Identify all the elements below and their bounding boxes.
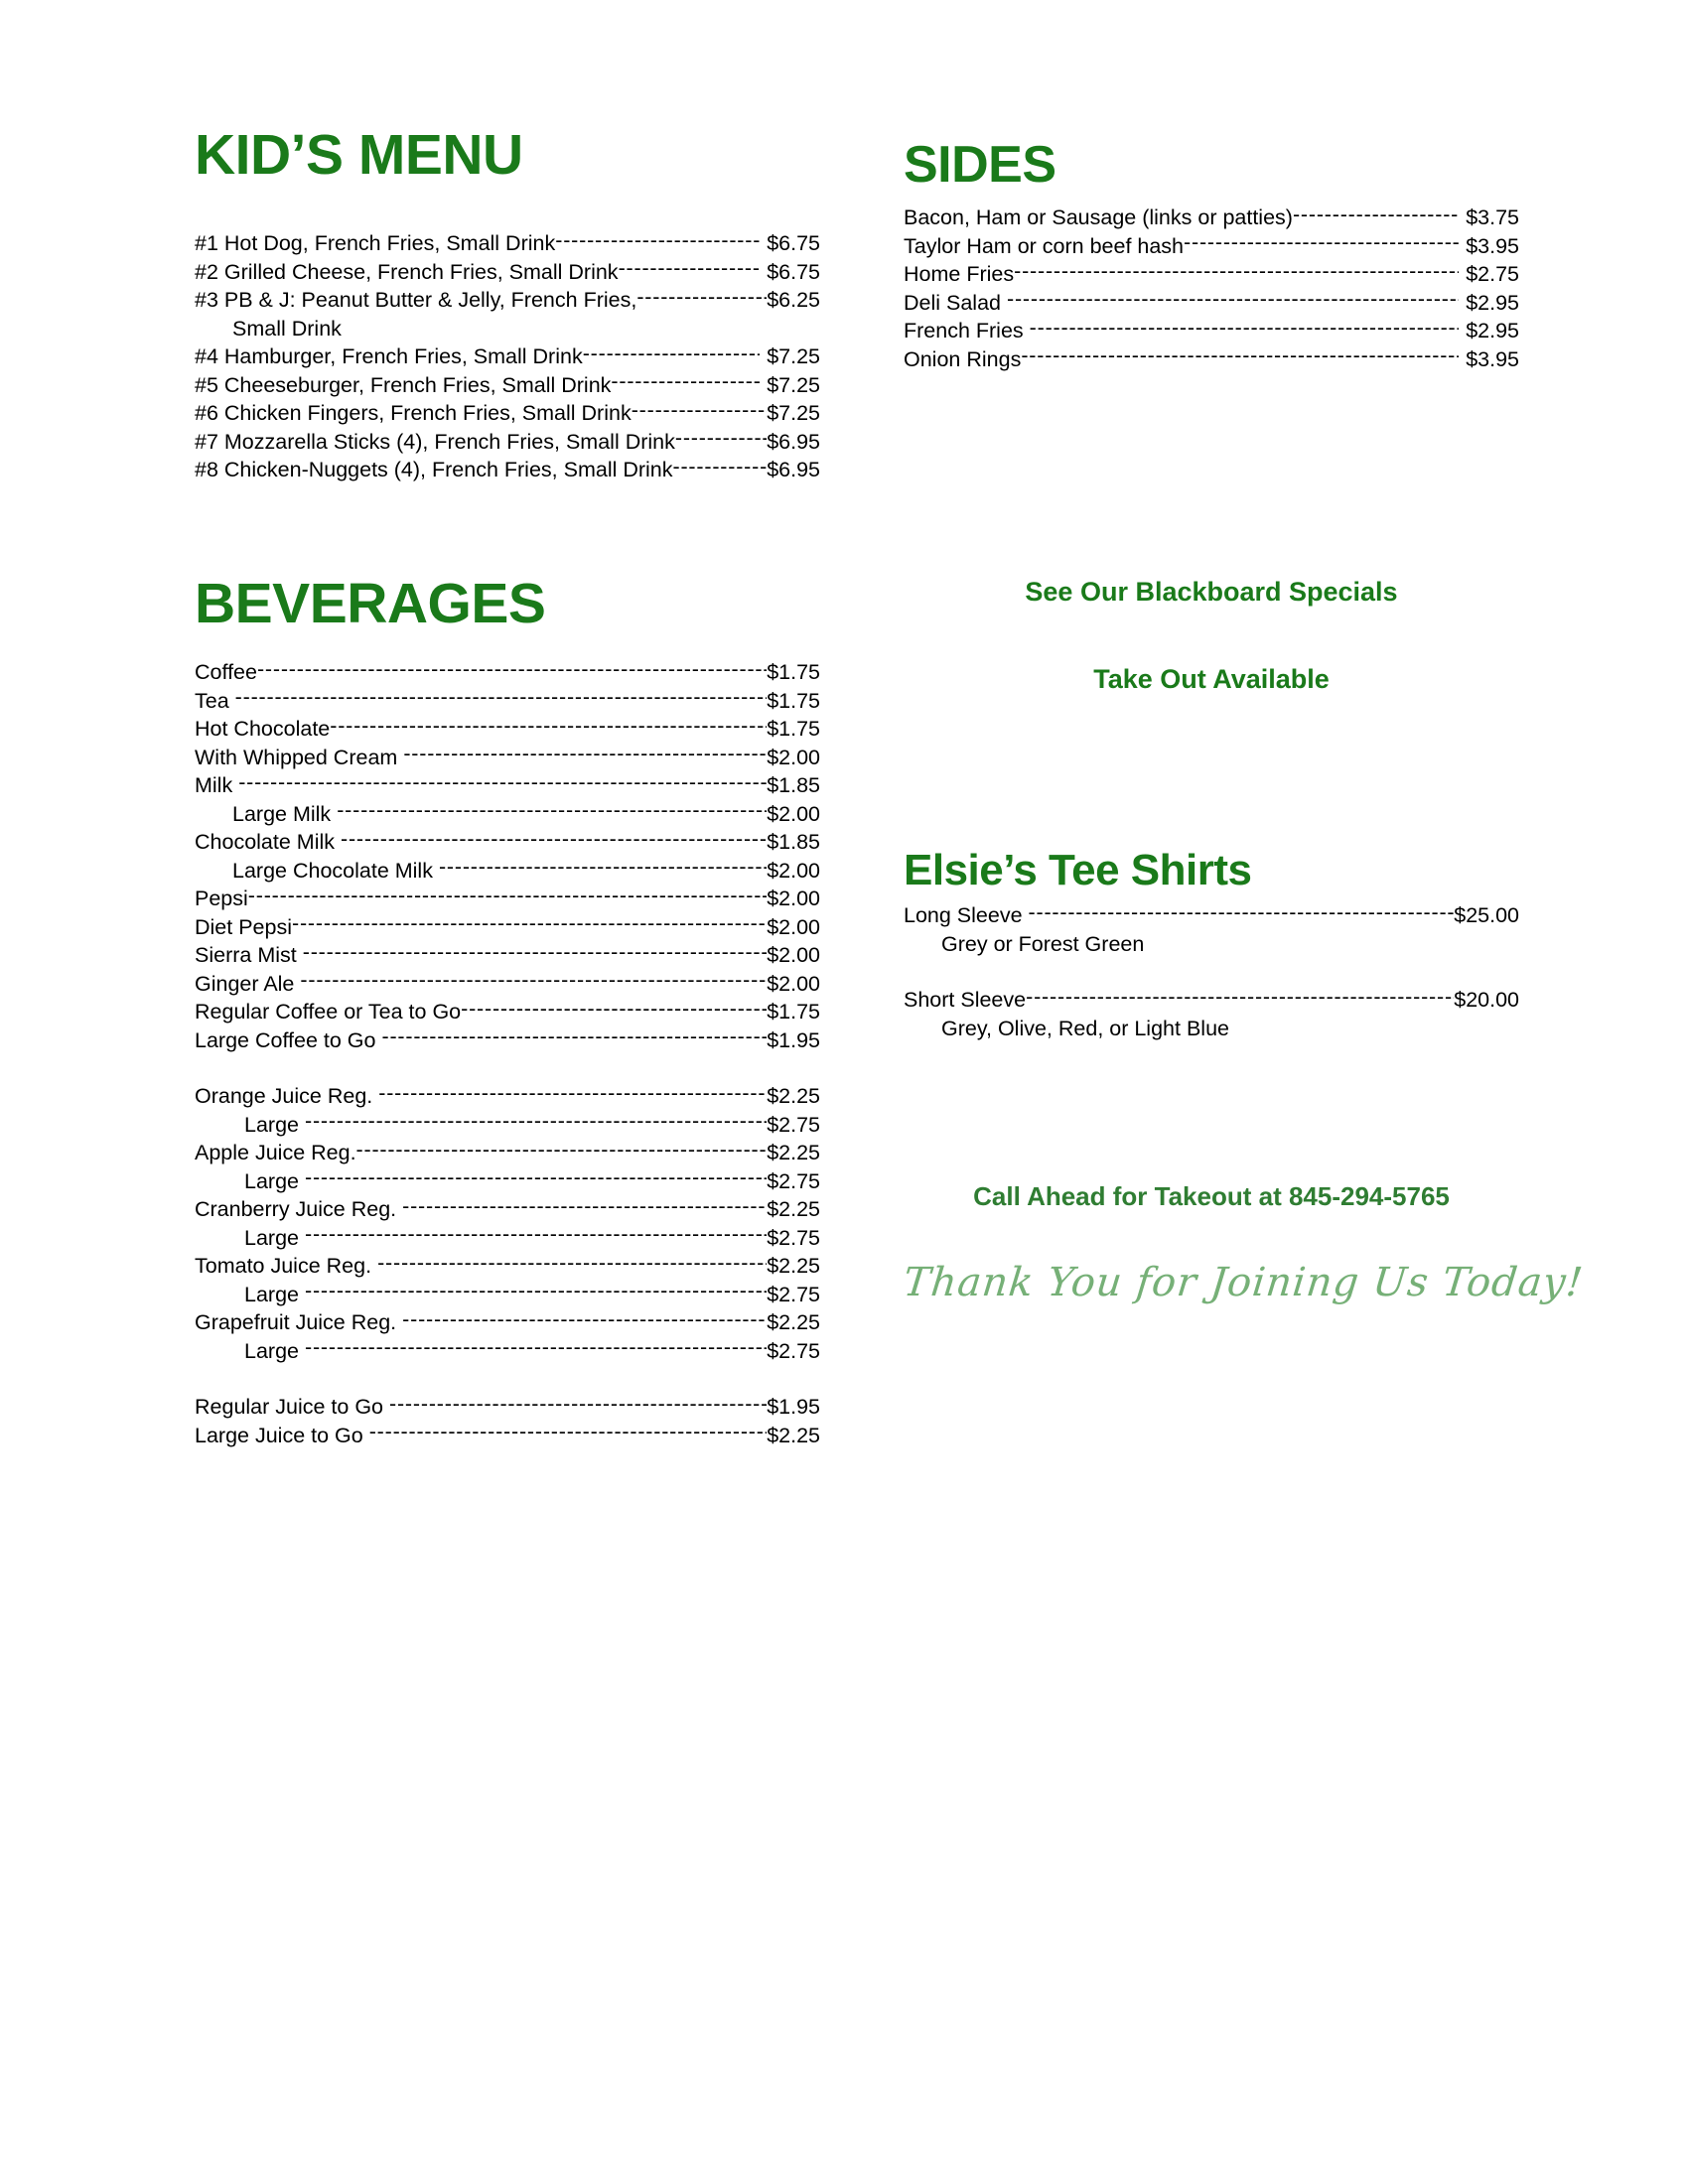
kids-menu-section xyxy=(195,123,820,484)
item-label: #4 Hamburger, French Fries, Small Drink xyxy=(195,344,583,368)
menu-item-row xyxy=(195,1111,820,1140)
dot-leader xyxy=(636,290,767,312)
dot-leader xyxy=(403,747,767,768)
item-price: $6.25 xyxy=(767,288,820,312)
menu-item-row xyxy=(195,456,820,484)
item-price: $2.00 xyxy=(767,943,820,967)
dot-leader xyxy=(341,832,767,854)
item-label: Milk xyxy=(195,773,233,797)
dot-leader xyxy=(1007,292,1459,314)
item-price: $2.00 xyxy=(767,858,820,883)
dot-leader xyxy=(611,374,760,396)
item-label: Large xyxy=(244,1225,299,1250)
list-spacer xyxy=(195,1054,820,1082)
item-label: Sierra Mist xyxy=(195,943,297,967)
dot-leader xyxy=(1030,321,1460,342)
item-price: $3.95 xyxy=(1466,346,1519,371)
menu-item-row xyxy=(195,371,820,400)
item-label: #1 Hot Dog, French Fries, Small Drink xyxy=(195,231,556,255)
item-price: $2.25 xyxy=(767,1141,820,1164)
item-label: Apple Juice Reg. xyxy=(195,1141,356,1164)
item-label: Large xyxy=(244,1282,299,1306)
dot-leader xyxy=(235,690,768,712)
item-price: $1.75 xyxy=(767,688,820,713)
dot-leader xyxy=(305,1114,767,1136)
dot-leader xyxy=(337,803,767,825)
dot-leader xyxy=(673,460,768,481)
menu-item-row xyxy=(904,345,1519,374)
item-price: $2.75 xyxy=(767,1282,820,1306)
item-price: $1.85 xyxy=(767,773,820,797)
dot-leader xyxy=(675,431,767,453)
item-price: $2.00 xyxy=(767,971,820,996)
item-label: Large Milk xyxy=(232,801,332,826)
menu-item-row xyxy=(195,342,820,371)
menu-item-row xyxy=(195,913,820,942)
menu-item-row xyxy=(195,771,820,800)
menu-item-row xyxy=(195,1195,820,1224)
menu-item-row xyxy=(195,1252,820,1281)
menu-item-row xyxy=(195,687,820,716)
menu-item-row xyxy=(195,1281,820,1309)
menu-item-row xyxy=(195,715,820,744)
item-label: Diet Pepsi xyxy=(195,914,292,939)
item-price: $2.25 xyxy=(767,1254,820,1278)
item-label: Tea xyxy=(195,688,229,713)
call-ahead-text: Call Ahead for Takeout at 845-294-5765 xyxy=(973,1181,1450,1211)
item-label: Grapefruit Juice Reg. xyxy=(195,1310,397,1334)
menu-item-row xyxy=(195,658,820,687)
item-price: $1.75 xyxy=(767,717,820,741)
menu-item-row xyxy=(195,970,820,999)
dot-leader xyxy=(238,775,767,797)
item-price: $2.75 xyxy=(767,1225,820,1250)
sides-list xyxy=(904,204,1519,373)
item-price: $2.75 xyxy=(1466,262,1519,286)
menu-item-row xyxy=(904,232,1519,261)
dot-leader xyxy=(555,233,760,255)
item-label: French Fries xyxy=(904,319,1024,342)
item-price: $7.25 xyxy=(767,401,820,425)
dot-leader xyxy=(439,860,767,882)
item-price: $6.95 xyxy=(767,458,820,481)
dot-leader xyxy=(1014,264,1459,286)
menu-item-row xyxy=(195,857,820,886)
item-price: $2.25 xyxy=(767,1084,820,1108)
menu-item-row xyxy=(904,260,1519,289)
item-price: $2.95 xyxy=(1466,290,1519,315)
item-label: Large xyxy=(244,1168,299,1193)
dot-leader xyxy=(257,662,767,684)
footer-section xyxy=(901,1181,1586,1305)
item-label: Pepsi xyxy=(195,887,248,910)
sides-section xyxy=(904,136,1519,373)
item-label: #7 Mozzarella Sticks (4), French Fries, Small Drink xyxy=(195,429,675,454)
dot-leader xyxy=(1026,990,1454,1012)
dot-leader xyxy=(292,916,767,938)
dot-leader xyxy=(377,1256,767,1278)
menu-item-row xyxy=(195,1224,820,1253)
thank-you-text: Thank You for Joining Us Today! xyxy=(901,1260,1586,1305)
menu-item-row xyxy=(195,286,820,315)
menu-item-row xyxy=(195,258,820,287)
menu-item-row xyxy=(904,901,1519,930)
item-label: Long Sleeve xyxy=(904,903,1023,927)
item-color-options: Grey or Forest Green xyxy=(941,931,1145,956)
tee-shirts-list xyxy=(904,901,1519,1042)
dot-leader xyxy=(305,1227,767,1249)
item-label: With Whipped Cream xyxy=(195,745,398,769)
dot-leader xyxy=(305,1170,767,1192)
item-label: Ginger Ale xyxy=(195,971,295,996)
item-label: Home Fries xyxy=(904,262,1015,286)
menu-item-row xyxy=(195,1167,820,1196)
dot-leader xyxy=(619,261,761,283)
dot-leader xyxy=(248,888,767,910)
notices-section xyxy=(904,576,1519,696)
item-price: $20.00 xyxy=(1454,988,1519,1012)
item-price: $25.00 xyxy=(1454,903,1519,927)
dot-leader xyxy=(1021,348,1459,370)
item-label: Large xyxy=(244,1112,299,1137)
item-price: $2.00 xyxy=(767,801,820,826)
item-label: Taylor Ham or corn beef hash xyxy=(904,233,1185,258)
list-spacer xyxy=(904,958,1519,986)
item-label: Large xyxy=(244,1338,299,1363)
menu-item-row xyxy=(195,828,820,857)
beverages-section xyxy=(195,572,820,1449)
item-label: #6 Chicken Fingers, French Fries, Small Drink xyxy=(195,401,632,425)
dot-leader xyxy=(402,1199,767,1221)
dot-leader xyxy=(305,1340,767,1362)
item-price: $7.25 xyxy=(767,372,820,397)
item-label: Hot Chocolate xyxy=(195,717,331,741)
item-price: $6.75 xyxy=(767,259,820,284)
dot-leader xyxy=(1293,207,1459,229)
dot-leader xyxy=(1184,235,1459,257)
menu-item-row xyxy=(195,941,820,970)
sides-title: SIDES xyxy=(904,136,1056,194)
item-price: $1.75 xyxy=(767,660,820,684)
menu-item-row xyxy=(195,1139,820,1167)
item-color-options: Grey, Olive, Red, or Light Blue xyxy=(941,1016,1229,1040)
item-price: $1.95 xyxy=(767,1395,820,1419)
item-price: $2.00 xyxy=(767,887,820,910)
item-label: Large Chocolate Milk xyxy=(232,858,433,883)
menu-item-row xyxy=(195,428,820,457)
item-price: $2.00 xyxy=(767,745,820,769)
menu-item-row xyxy=(195,399,820,428)
menu-item-row xyxy=(195,998,820,1026)
menu-item-row xyxy=(195,1337,820,1366)
beverages-title: BEVERAGES xyxy=(195,572,546,635)
menu-item-row xyxy=(904,289,1519,318)
item-price: $2.75 xyxy=(767,1338,820,1363)
menu-item-row xyxy=(904,204,1519,232)
dot-leader xyxy=(378,1086,767,1108)
menu-item-row xyxy=(195,800,820,829)
menu-item-row xyxy=(195,885,820,913)
item-label: Onion Rings xyxy=(904,346,1022,371)
item-label: Regular Juice to Go xyxy=(195,1395,384,1419)
list-spacer xyxy=(195,1365,820,1393)
menu-item-row xyxy=(195,1026,820,1055)
item-price: $6.95 xyxy=(767,429,820,454)
item-label: #3 PB & J: Peanut Butter & Jelly, French Fries, xyxy=(195,288,637,312)
item-continuation: Small Drink xyxy=(232,316,342,341)
item-price: $2.95 xyxy=(1466,319,1519,342)
item-price: $1.85 xyxy=(767,830,820,854)
item-price: $2.25 xyxy=(767,1310,820,1334)
item-price: $2.00 xyxy=(767,914,820,939)
menu-item-row xyxy=(904,986,1519,1015)
menu-item-row xyxy=(195,1308,820,1337)
take-out-notice: Take Out Available xyxy=(1093,664,1330,695)
item-price: $2.75 xyxy=(767,1112,820,1137)
dot-leader xyxy=(389,1397,767,1419)
item-label: Chocolate Milk xyxy=(195,830,335,854)
item-label: Orange Juice Reg. xyxy=(195,1084,373,1108)
dot-leader xyxy=(402,1312,767,1334)
dot-leader xyxy=(330,719,767,741)
item-label: Tomato Juice Reg. xyxy=(195,1254,372,1278)
item-price: $3.75 xyxy=(1466,205,1519,229)
item-price: $7.25 xyxy=(767,344,820,368)
item-price: $1.75 xyxy=(767,1000,820,1024)
item-label: Bacon, Ham or Sausage (links or patties) xyxy=(904,205,1293,229)
dot-leader xyxy=(303,945,767,967)
item-label: Large Juice to Go xyxy=(195,1423,363,1447)
tee-shirts-section xyxy=(904,846,1519,1042)
item-label: #8 Chicken-Nuggets (4), French Fries, Small Drink xyxy=(195,458,673,481)
menu-item-row xyxy=(195,744,820,772)
menu-item-row xyxy=(195,1422,820,1450)
dot-leader xyxy=(1029,905,1455,927)
item-price: $6.75 xyxy=(767,231,820,255)
item-label: #2 Grilled Cheese, French Fries, Small Drink xyxy=(195,259,619,284)
item-price: $2.25 xyxy=(767,1197,820,1221)
item-price: $1.95 xyxy=(767,1027,820,1052)
dot-leader xyxy=(300,973,767,995)
dot-leader xyxy=(583,346,760,368)
dot-leader xyxy=(632,403,767,425)
menu-item-row xyxy=(195,1393,820,1422)
item-price: $3.95 xyxy=(1466,233,1519,258)
menu-item-row xyxy=(195,229,820,258)
dot-leader xyxy=(369,1425,767,1446)
item-price: $2.25 xyxy=(767,1423,820,1447)
dot-leader xyxy=(461,1002,767,1024)
item-label: Cranberry Juice Reg. xyxy=(195,1197,397,1221)
menu-item-row xyxy=(195,1082,820,1111)
dot-leader xyxy=(356,1143,768,1164)
item-label: Deli Salad xyxy=(904,290,1001,315)
beverages-list xyxy=(195,658,820,1449)
kids-menu-title: KID’S MENU xyxy=(195,123,523,187)
item-label: Coffee xyxy=(195,660,257,684)
item-label: #5 Cheeseburger, French Fries, Small Drink xyxy=(195,372,612,397)
blackboard-specials-notice: See Our Blackboard Specials xyxy=(1025,577,1398,607)
dot-leader xyxy=(305,1284,767,1305)
tee-shirts-title: Elsie’s Tee Shirts xyxy=(904,846,1252,894)
item-price: $2.75 xyxy=(767,1168,820,1193)
kids-menu-list xyxy=(195,229,820,484)
dot-leader xyxy=(381,1029,767,1051)
item-label: Large Coffee to Go xyxy=(195,1027,376,1052)
menu-item-row xyxy=(904,317,1519,345)
item-label: Short Sleeve xyxy=(904,988,1027,1012)
item-label: Regular Coffee or Tea to Go xyxy=(195,1000,462,1024)
